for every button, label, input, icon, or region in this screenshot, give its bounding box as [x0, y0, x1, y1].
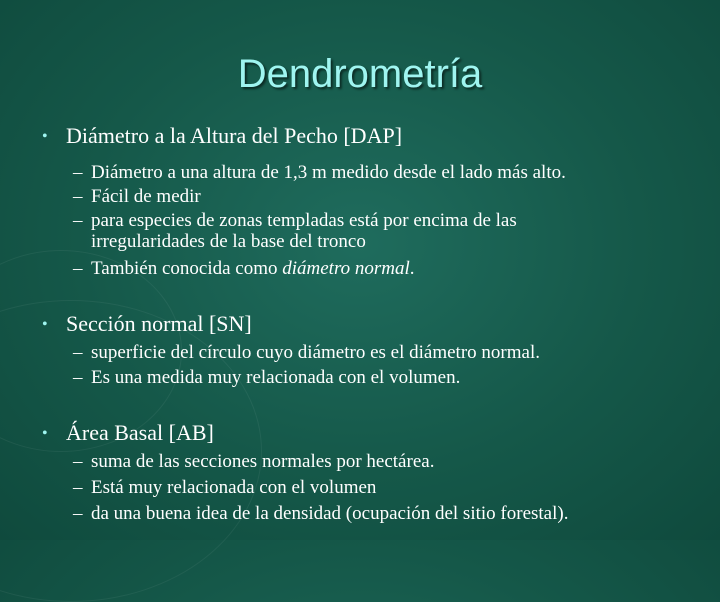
list-item-text: da una buena idea de la densidad (ocupación del sitio forestal). — [91, 503, 569, 524]
list-item — [73, 451, 673, 472]
section-heading-dap — [42, 123, 402, 150]
section-heading-text: Diámetro a la Altura del Pecho [DAP] — [66, 123, 403, 148]
section-heading-ab — [42, 420, 214, 447]
dash-icon: – — [73, 367, 83, 388]
dash-icon: – — [73, 210, 83, 231]
bullet-icon: • — [42, 128, 48, 145]
list-item-text: Diámetro a una altura de 1,3 m medido desde el lado más alto. — [91, 162, 566, 183]
section-heading-text: Sección normal [SN] — [66, 311, 252, 336]
bullet-icon: • — [42, 316, 48, 333]
dash-icon: – — [73, 451, 83, 472]
list-item — [73, 210, 673, 252]
emphasis-term: diámetro normal — [282, 258, 410, 279]
slide-title: Dendrometría — [237, 52, 483, 96]
list-item — [73, 477, 673, 498]
dash-icon: – — [73, 258, 83, 279]
dash-icon: – — [73, 162, 83, 183]
list-item-text: Fácil de medir — [91, 186, 201, 207]
dash-icon: – — [73, 477, 83, 498]
list-item-text: Es una medida muy relacionada con el volumen. — [91, 367, 461, 388]
list-item-text: para especies de zonas templadas está por encima de las — [91, 210, 517, 231]
list-item-continuation: irregularidades de la base del tronco — [91, 231, 366, 252]
dash-icon: – — [73, 342, 83, 363]
list-item-text: suma de las secciones normales por hectárea. — [91, 451, 435, 472]
list-item-text: Está muy relacionada con el volumen — [91, 477, 377, 498]
section-heading-text: Área Basal [AB] — [66, 420, 214, 445]
list-item — [73, 367, 673, 388]
list-item — [73, 503, 673, 524]
list-item-period: . — [409, 258, 415, 279]
section-heading-sn — [42, 311, 252, 338]
dash-icon: – — [73, 186, 83, 207]
list-item — [73, 162, 673, 183]
list-item — [73, 342, 673, 363]
list-item — [73, 186, 673, 207]
list-item — [73, 258, 673, 279]
list-item-text: También conocida como — [91, 258, 283, 279]
list-item-text: superficie del círculo cuyo diámetro es el diámetro normal. — [91, 342, 540, 363]
bullet-icon: • — [42, 425, 48, 442]
dash-icon: – — [73, 503, 83, 524]
